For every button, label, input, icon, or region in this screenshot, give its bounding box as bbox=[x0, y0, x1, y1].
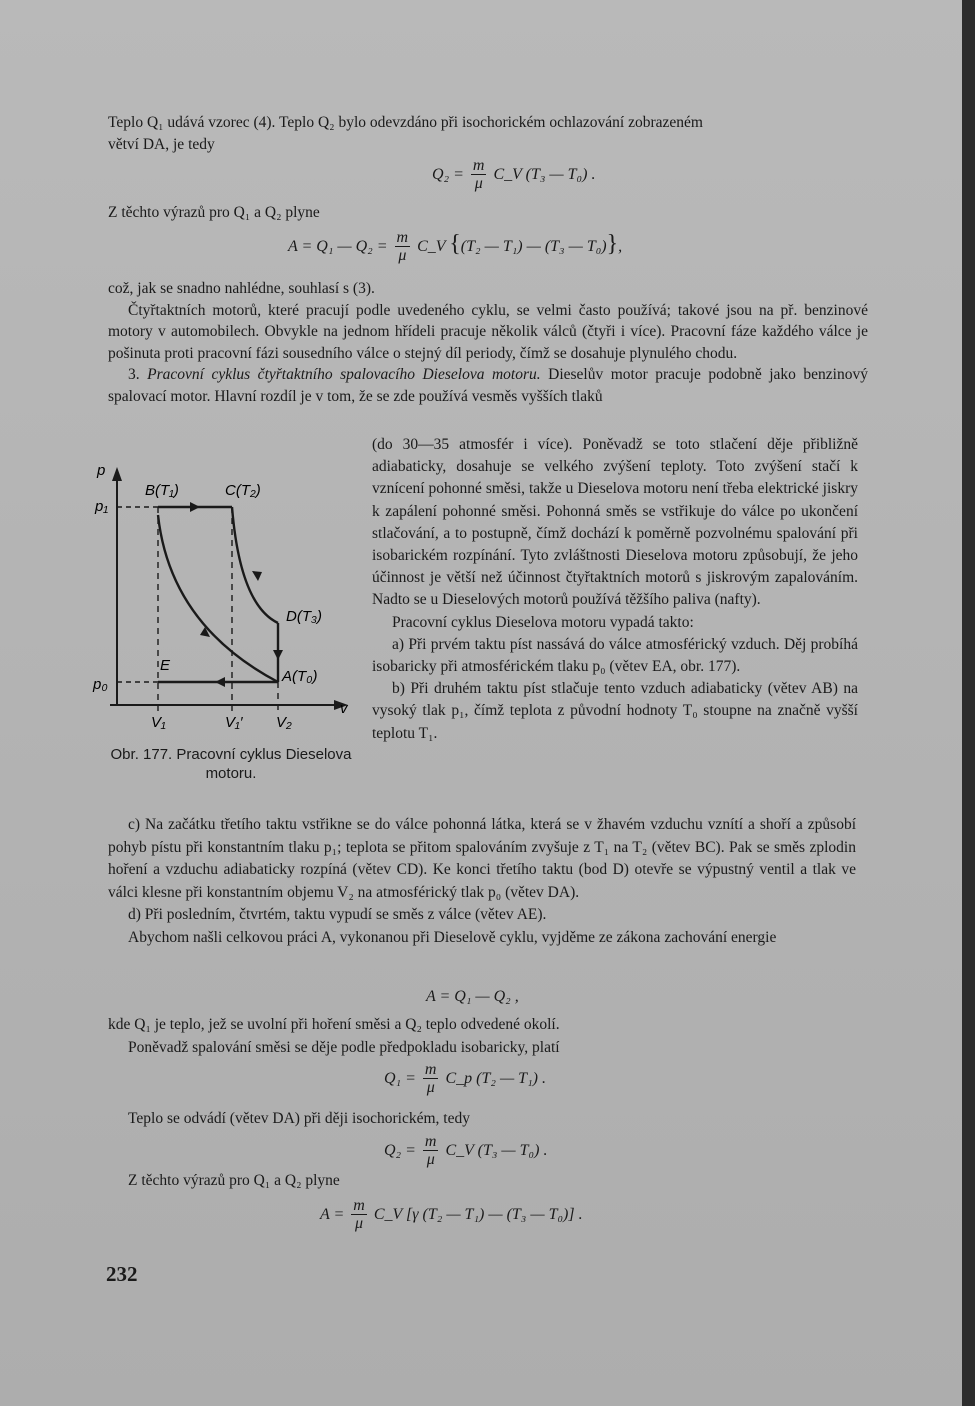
diesel-cycle-diagram bbox=[90, 455, 360, 745]
label-C: C(T₂) bbox=[225, 482, 261, 499]
paragraph-four-stroke: Čtyřtaktních motorů, které pracují podle uvedeného cyklu, se velmi často používá; takové jsou na př. benzinové motory v automobilech. Obvykle na jednom hřídeli pracuje několik válců (čtyři i více). Pracovní fáze každého válce je pošinuta proti pracovní fázi sousedního válce o stejný díl periody, čímž se dosahuje plynulého chodu. bbox=[108, 301, 868, 362]
work-intro: Abychom našli celkovou práci A, vykonanou při Dieselově cyklu, vyjděme ze zákona zachování energie bbox=[128, 928, 777, 946]
text-line: Teplo se odvádí (větev DA) při ději isochorickém, tedy bbox=[128, 1110, 470, 1127]
eq-lhs: Q₂ = bbox=[384, 1142, 416, 1160]
equation-q2 bbox=[432, 158, 595, 193]
eq-rhs: C_V (T₃ — T₀) . bbox=[445, 1142, 548, 1160]
paragraph-diesel-intro bbox=[108, 364, 868, 407]
right-paragraph: (do 30—35 atmosfér i více). Poněvadž se toto stlačení děje přibližně adiabaticky, dosahuje se velkého zvýšení teploty. Toto zvýšení stačí k vznícení pohonné směsi, takže u Dieselova motoru není třeba elektrické jiskry k zapálení pohonné směsi. Pohonná směs se vstřikuje do válce po ukončení stlačování, a to postupně, čímž dochází k poměrně pozvolnému spalování při isobarickém rozpínání. Tyto zvláštnosti Dieselova motoru způsobují, že jeho účinnost je větší než účinnost čtyřtaktních motorů s jiskrovým zapalováním. Nadto se u Dieselových motorů používá těžšího paliva (nafty). bbox=[372, 436, 858, 609]
arrow-AE bbox=[215, 677, 225, 687]
label-B: B(T₁) bbox=[145, 482, 179, 499]
line-1: Teplo Q₁ udává vzorec (4). Teplo Q₂ bylo odevzdáno při isochorickém ochlazování zobrazeném bbox=[108, 114, 703, 131]
main-paragraphs bbox=[108, 278, 868, 408]
text-line: Z těchto výrazů pro Q₁ a Q₂ plyne bbox=[128, 1172, 340, 1189]
eq-lhs: Q₂ = bbox=[432, 166, 464, 184]
eq-rhs: C_V [γ (T₂ — T₁) — (T₃ — T₀)] . bbox=[373, 1206, 583, 1224]
text-line: kde Q₁ je teplo, jež se uvolní při hoření směsi a Q₂ teplo odvedené okolí. bbox=[108, 1016, 560, 1033]
eq-lhs: Q₁ = bbox=[384, 1070, 416, 1088]
equation-q1 bbox=[384, 1062, 546, 1097]
label-E: E bbox=[160, 657, 171, 674]
denominator: μ bbox=[474, 175, 483, 192]
equation-a: A = Q₁ — Q₂ , bbox=[426, 988, 519, 1005]
denominator: μ bbox=[398, 247, 407, 264]
label-p: p bbox=[97, 462, 106, 479]
brace-open: { bbox=[449, 231, 461, 258]
fraction bbox=[351, 1198, 367, 1233]
page-number: 232 bbox=[106, 1262, 138, 1286]
step-b: b) Při druhém taktu píst stlačuje tento vzduch adiabaticky (větev AB) na vysoký tlak p₁, čímž teplota z původní hodnoty T₀ stoupne na značně vyšší teplotu T₁. bbox=[372, 680, 858, 742]
text-line: což, jak se snadno nahlédne, souhlasí s (3). bbox=[108, 280, 375, 297]
branch-CD bbox=[232, 507, 278, 623]
branch-AB bbox=[158, 515, 278, 682]
equation-q2-second bbox=[384, 1134, 547, 1169]
numerator: m bbox=[396, 229, 409, 246]
top-paragraph bbox=[108, 112, 868, 155]
figure-caption: Obr. 177. Pracovní cyklus Dieselova motoru. bbox=[110, 746, 352, 782]
step-c: c) Na začátku třetího taktu vstřikne se do válce pohonná látka, která se v žhavém vzduchu vznítí a shoří a způsobí pohyb pístu při konstantním tlaku p₁; teplota se přitom spalováním zvyšuje z T₁ na T₂ (větev BC). Pak se směs zplodin hoření a vzduchu adiabaticky rozpíná (větev CD). Ke konci třetího taktu (bod D) otevře se výpustný ventil a tlak ve válci klesne při konstantním objemu V₂ na atmosférický tlak p₀ (větev DA). bbox=[108, 816, 856, 901]
fraction bbox=[423, 1062, 439, 1097]
right-column bbox=[372, 434, 858, 745]
arrow-CD bbox=[252, 571, 262, 581]
eq-lhs: A = Q₁ — Q₂ = bbox=[288, 238, 388, 256]
equation-work bbox=[288, 230, 622, 265]
cycle-intro: Pracovní cyklus Dieselova motoru vypadá takto: bbox=[392, 613, 694, 631]
label-p1: p₁ bbox=[95, 498, 109, 515]
brace-content: (T₂ — T₁) — (T₃ — T₀) bbox=[460, 238, 607, 256]
after-eq3 bbox=[108, 1014, 856, 1059]
section-number: 3. bbox=[128, 366, 148, 384]
section-title: Pracovní cyklus čtyřtaktního spalovacího Dieselova motoru. bbox=[147, 366, 541, 384]
eq-coef: C_V bbox=[417, 238, 446, 256]
equation-final bbox=[320, 1198, 583, 1233]
numerator: m bbox=[353, 1197, 365, 1214]
numerator: m bbox=[472, 157, 485, 174]
section-text: Dieselův motor pracuje podobně jako benzinový spalovací motor. Hlavní rozdíl je v tom, že se zde používá vesměs vyšších tlaků bbox=[108, 366, 868, 405]
label-D: D(T₃) bbox=[286, 608, 322, 625]
label-V1p: V₁′ bbox=[225, 714, 243, 731]
intro-line bbox=[108, 202, 868, 224]
label-v: v bbox=[340, 700, 348, 717]
label-V2: V₂ bbox=[276, 714, 292, 731]
label-V1: V₁ bbox=[151, 714, 166, 731]
numerator: m bbox=[424, 1133, 437, 1150]
denominator: μ bbox=[426, 1079, 435, 1096]
heat-removal-line bbox=[108, 1108, 856, 1131]
eq-lhs: A = bbox=[320, 1206, 345, 1224]
arrow-DA bbox=[273, 650, 283, 660]
denominator: μ bbox=[355, 1215, 364, 1232]
fraction bbox=[471, 158, 487, 193]
text-line: Poněvadž spalování směsi se děje podle předpokladu isobaricky, platí bbox=[128, 1038, 560, 1056]
brace-close: } bbox=[606, 231, 619, 258]
step-d: d) Při posledním, čtvrtém, taktu vypudí se směs z válce (větev AE). bbox=[128, 906, 547, 924]
label-A: A(T₀) bbox=[282, 668, 318, 685]
step-a: a) Při prvém taktu píst nassává do válce atmosférický vzduch. Děj probíhá isobaricky při atmosférickém tlaku p₀ (větev EA, obr. 177). bbox=[372, 635, 858, 676]
eq-tail: , bbox=[618, 238, 623, 256]
page-edge bbox=[962, 0, 975, 1406]
eq-rhs: C_V (T₃ — T₀) . bbox=[493, 166, 596, 184]
arrow-BC bbox=[190, 502, 200, 512]
final-intro bbox=[108, 1170, 856, 1193]
line-2: větví DA, je tedy bbox=[108, 135, 215, 153]
numerator: m bbox=[424, 1061, 437, 1078]
label-p0: p₀ bbox=[93, 676, 108, 693]
fraction bbox=[395, 230, 411, 265]
fraction bbox=[423, 1134, 439, 1169]
eq-rhs: C_p (T₂ — T₁) . bbox=[445, 1070, 546, 1088]
lower-text bbox=[108, 814, 856, 950]
denominator: μ bbox=[426, 1151, 435, 1168]
text-line: Z těchto výrazů pro Q₁ a Q₂ plyne bbox=[108, 204, 320, 221]
p-axis-arrow bbox=[112, 467, 122, 481]
